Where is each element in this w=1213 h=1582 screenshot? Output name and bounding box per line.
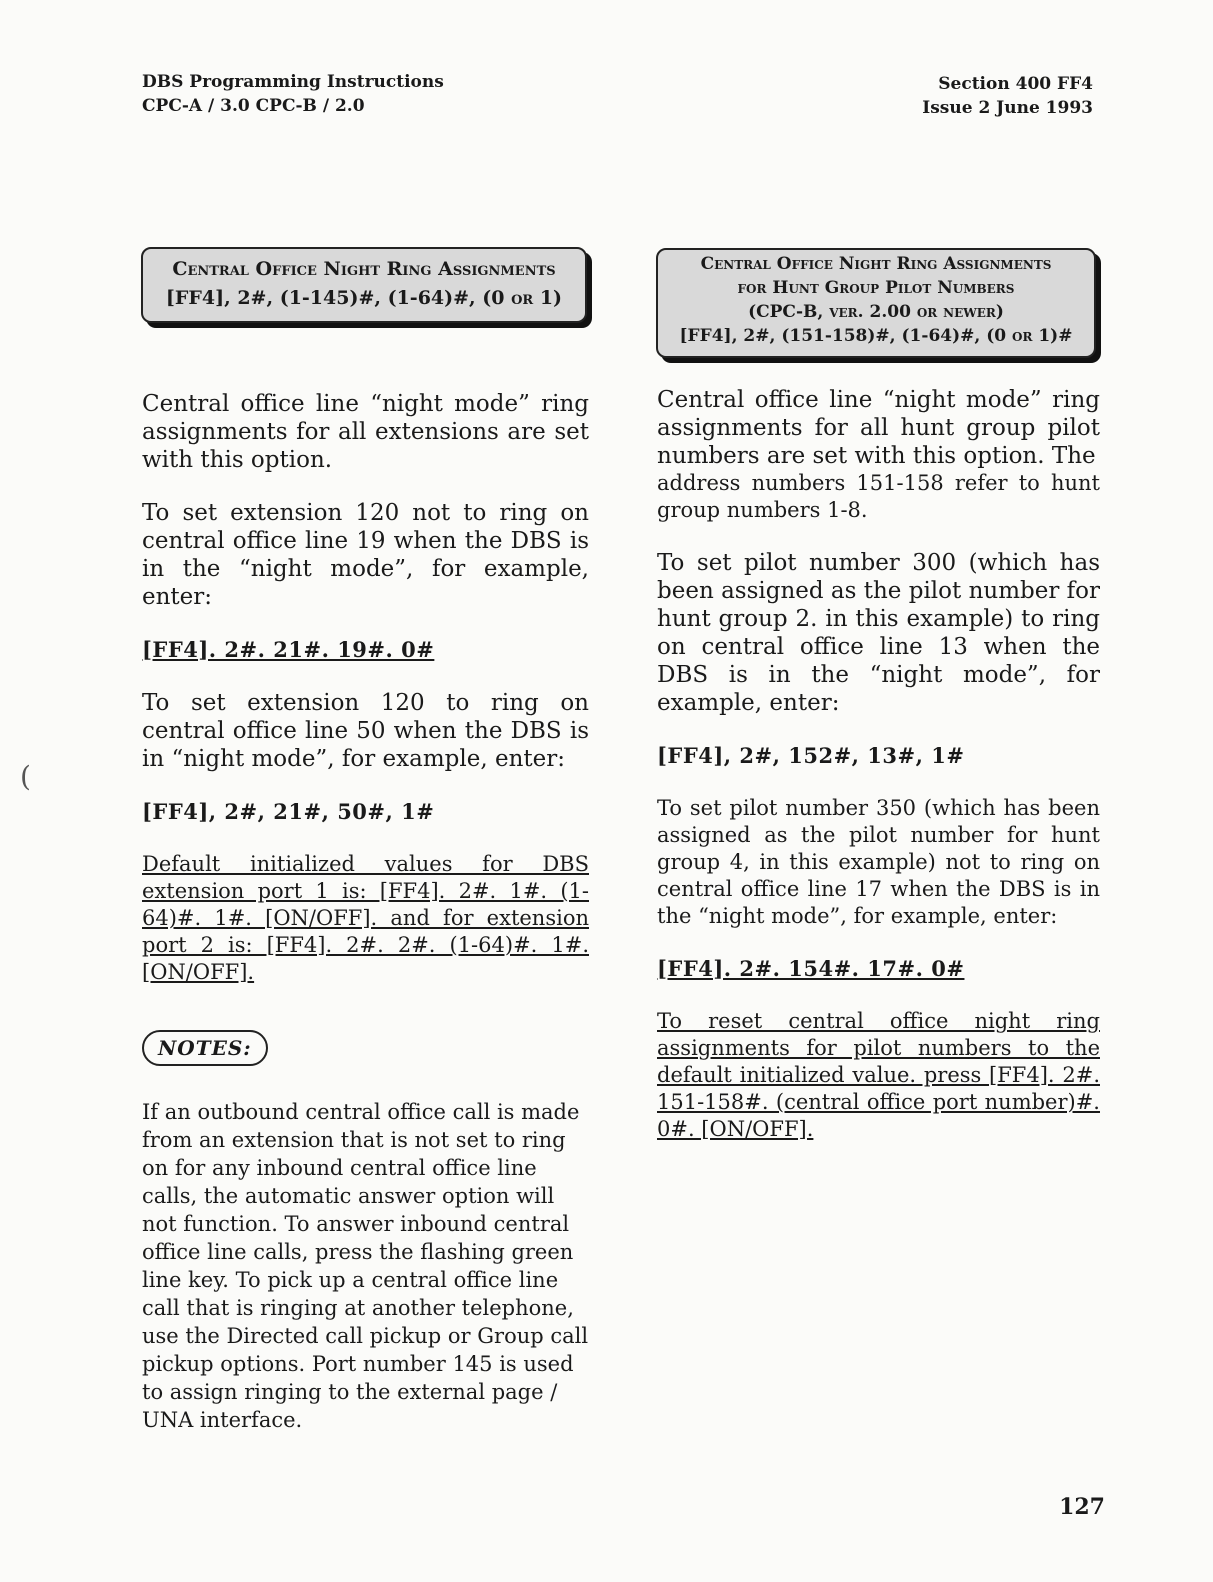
- left-example2-command: [FF4], 2#, 21#, 50#, 1#: [142, 799, 435, 824]
- scan-margin-mark: (: [20, 760, 31, 793]
- left-example1-paragraph: To set extension 120 not to ring on central office line 19 when the DBS is in the “night mode”, for example, enter:: [142, 500, 589, 610]
- left-intro-paragraph: Central office line “night mode” ring assignments for all extensions are set with this option.: [142, 391, 589, 473]
- right-intro-paragraph: Central office line “night mode” ring assignments for all hunt group pilot numbers are set with this option. The: [657, 387, 1100, 469]
- notes-badge: NOTES:: [142, 1030, 268, 1066]
- right-box-command: [FF4], 2#, (151-158)#, (1-64)#, (0 or 1)#: [679, 326, 1073, 346]
- left-example1-command: [FF4]. 2#. 21#. 19#. 0#: [142, 637, 435, 662]
- right-box-title: Central Office Night Ring Assignments: [700, 254, 1052, 274]
- right-example1-command: [FF4], 2#, 152#, 13#, 1#: [657, 743, 965, 768]
- header-right: [922, 72, 1093, 120]
- right-box-version: (CPC-B, ver. 2.00 or newer): [748, 302, 1004, 322]
- left-default-values: Default initialized values for DBS extension port 1 is: [FF4]. 2#. 1#. (1-64)#. 1#. [ON/OFF]. and for extension port 2 is: [FF4]. 2#. 2#. (1-64)#. 1#. [ON/OFF].: [142, 852, 589, 984]
- right-example2-command: [FF4]. 2#. 154#. 17#. 0#: [657, 956, 965, 981]
- left-example2-paragraph: To set extension 120 to ring on central office line 50 when the DBS is in “night mode”, for example, enter:: [142, 690, 589, 772]
- page-number: 127: [1059, 1494, 1105, 1520]
- left-column: [142, 390, 589, 1011]
- left-section-title-box: [141, 247, 587, 323]
- right-reset-instructions: To reset central office night ring assignments for pilot numbers to the default initialized value. press [FF4]. 2#. 151-158#. (central office port number)#. 0#. [ON/OFF].: [657, 1009, 1100, 1141]
- right-section-title-box: [656, 248, 1096, 358]
- notes-section: [142, 1098, 589, 1459]
- left-box-command: [FF4], 2#, (1-145)#, (1-64)#, (0 or 1): [165, 287, 563, 309]
- header-doc-title: DBS Programming Instructions: [142, 72, 444, 92]
- right-example1-paragraph: To set pilot number 300 (which has been assigned as the pilot number for hunt group 2. in this example) to ring on central office line 13 when the DBS is in the “night mode”, for example, enter:: [657, 550, 1100, 716]
- header-issue-date: Issue 2 June 1993: [922, 98, 1093, 118]
- right-example2-paragraph: To set pilot number 350 (which has been assigned as the pilot number for hunt group 4, in this example) not to ring on central office line 17 when the DBS is in the “night mode”, for example, enter:: [657, 796, 1100, 928]
- right-box-subtitle: for Hunt Group Pilot Numbers: [737, 278, 1015, 298]
- right-column: [657, 386, 1100, 1168]
- left-box-title: Central Office Night Ring Assignments: [172, 258, 556, 280]
- notes-text: If an outbound central office call is made from an extension that is not set to ring on for any inbound central office line calls, the automatic answer option will not function. To answer inbound central office line calls, press the flashing green line key. To pick up a central office line call that is ringing at another telephone, use the Directed call pickup or Group call pickup options. Port number 145 is used to assign ringing to the external page / UNA interface.: [142, 1100, 589, 1432]
- right-intro-address-note: address numbers 151-158 refer to hunt group numbers 1-8.: [657, 471, 1100, 522]
- header-section: Section 400 FF4: [938, 74, 1093, 94]
- header-doc-version: CPC-A / 3.0 CPC-B / 2.0: [142, 96, 365, 116]
- header-left: [142, 70, 444, 118]
